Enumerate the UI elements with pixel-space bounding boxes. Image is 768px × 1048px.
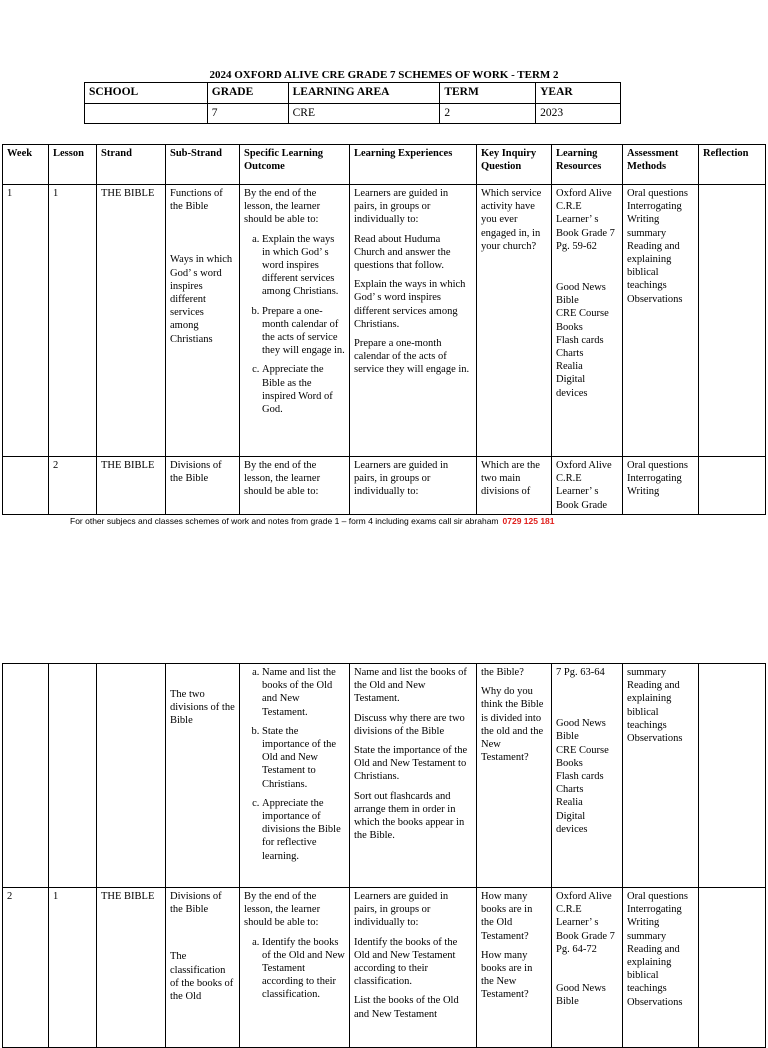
lesson-cell: 1 <box>49 888 97 1048</box>
lesson-cell <box>49 664 97 888</box>
outcome-cell: By the end of the lesson, the learner should be able to: <box>240 457 350 515</box>
col-lesson: Lesson <box>49 145 97 185</box>
sub-strand-cell <box>166 185 240 457</box>
resource-item: Digital devices <box>556 374 588 399</box>
experience-item: Learners are guided in pairs, in groups or individually to: <box>354 188 449 226</box>
resource-item: Good News Bible <box>556 282 606 307</box>
assessment-cell: Oral questions Interrogating Writing summary Reading and explaining biblical teachings Observations <box>623 888 699 1048</box>
sub-strand-topic: The classification of the books of the Old <box>170 951 234 1003</box>
inquiry-cell: Which are the two main divisions of <box>477 457 552 515</box>
info-table <box>84 82 621 124</box>
outcome-intro: By the end of the lesson, the learner should be able to: <box>244 188 321 226</box>
col-strand: Strand <box>97 145 166 185</box>
sub-strand-topic: Ways in which God’ s word inspires different services among Christians <box>170 254 233 345</box>
resource-item: Charts <box>556 784 584 796</box>
footer-phone: 0729 125 181 <box>502 516 555 526</box>
sub-strand-title: Functions of the Bible <box>170 188 223 213</box>
strand-cell: THE BIBLE <box>97 888 166 1048</box>
assessment-cell: summary Reading and explaining biblical teachings Observations <box>623 664 699 888</box>
resource-item: CRE Course Books <box>556 308 609 333</box>
info-learning-area-value: CRE <box>288 104 440 124</box>
outcome-cell <box>240 664 350 888</box>
inquiry-item: Why do you think the Bible is divided into the old and the New Testament? <box>481 686 544 764</box>
col-key-inquiry-question: Key Inquiry Question <box>477 145 552 185</box>
info-year-value: 2023 <box>536 104 621 124</box>
resources-cell: Oxford Alive C.R.E Learner’ s Book Grade <box>552 457 623 515</box>
resource-item: Oxford Alive C.R.E Learner’ s Book Grade 7 Pg. 59-62 <box>556 188 615 252</box>
info-school-value <box>85 104 208 124</box>
info-term-value: 2 <box>440 104 536 124</box>
col-reflection: Reflection <box>699 145 766 185</box>
strand-cell: THE BIBLE <box>97 457 166 515</box>
assessment-cell: Oral questions Interrogating Writing summary Reading and explaining biblical teachings Observations <box>623 185 699 457</box>
experience-item: Sort out flashcards and arrange them in order in which the books appear in the Bible. <box>354 790 465 842</box>
experience-item: Discuss why there are two divisions of the Bible <box>354 712 465 737</box>
scheme-table-page1 <box>2 144 766 515</box>
resources-cell <box>552 664 623 888</box>
info-grade-value: 7 <box>207 104 288 124</box>
col-learning-resources: Learning Resources <box>552 145 623 185</box>
resource-item: Good News Bible <box>556 983 606 1008</box>
resource-item: Digital devices <box>556 810 588 835</box>
experience-item: State the importance of the Old and New Testament to Christians. <box>354 745 468 783</box>
lesson-cell: 2 <box>49 457 97 515</box>
outcome-item: c. Appreciate the importance of divisions the Bible for reflective learning. <box>262 797 345 863</box>
week-cell <box>3 664 49 888</box>
resource-item: Realia <box>556 797 583 809</box>
inquiry-cell: Which service activity have you ever engaged in, in your church? <box>477 185 552 457</box>
info-header-year: YEAR <box>536 83 621 104</box>
inquiry-item: the Bible? <box>481 667 524 678</box>
scheme-table-page2 <box>2 663 766 1048</box>
lesson-cell: 1 <box>49 185 97 457</box>
sub-strand-cell <box>166 664 240 888</box>
info-header-term: TERM <box>440 83 536 104</box>
info-header-school: SCHOOL <box>85 83 208 104</box>
info-header-learning-area: LEARNING AREA <box>288 83 440 104</box>
assessment-cell: Oral questions Interrogating Writing <box>623 457 699 515</box>
week-cell: 2 <box>3 888 49 1048</box>
col-sub-strand: Sub-Strand <box>166 145 240 185</box>
table-row <box>3 457 766 515</box>
info-header-grade: GRADE <box>207 83 288 104</box>
outcome-item: c. Appreciate the Bible as the inspired Word of God. <box>262 363 345 416</box>
reflection-cell <box>699 664 766 888</box>
strand-cell: THE BIBLE <box>97 185 166 457</box>
inquiry-item: How many books are in the Old Testament? <box>481 891 533 942</box>
sub-strand-topic: The two divisions of the Bible <box>170 689 235 727</box>
experience-item: Identify the books of the Old and New Testament according to their classification. <box>354 936 458 988</box>
strand-cell <box>97 664 166 888</box>
experience-item: Prepare a one-month calendar of the acts of service they will engage in. <box>354 338 470 376</box>
week-cell <box>3 457 49 515</box>
outcome-item: a. Identify the books of the Old and New Testament according to their classification. <box>262 936 345 1002</box>
col-week: Week <box>3 145 49 185</box>
table-row <box>3 664 766 888</box>
col-learning-experiences: Learning Experiences <box>350 145 477 185</box>
document-title: 2024 OXFORD ALIVE CRE GRADE 7 SCHEMES OF WORK - TERM 2 <box>209 69 559 81</box>
outcome-cell <box>240 185 350 457</box>
col-specific-learning-outcome: Specific Learning Outcome <box>240 145 350 185</box>
reflection-cell <box>699 457 766 515</box>
resource-item: Good News Bible <box>556 718 606 743</box>
outcome-item: b. State the importance of the Old and New Testament to Christians. <box>262 725 345 791</box>
col-assessment-methods: Assessment Methods <box>623 145 699 185</box>
week-cell: 1 <box>3 185 49 457</box>
sub-strand-title: Divisions of the Bible <box>170 891 222 916</box>
reflection-cell <box>699 185 766 457</box>
experiences-cell <box>350 664 477 888</box>
outcome-item: a. Explain the ways in which God’ s word inspires different services among Christians. <box>262 233 345 299</box>
resource-item: Oxford Alive C.R.E Learner’ s Book Grade 7 Pg. 64-72 <box>556 891 615 955</box>
inquiry-cell <box>477 664 552 888</box>
resource-item: Flash cards <box>556 334 604 346</box>
experiences-cell: Learners are guided in pairs, in groups or individually to: <box>350 457 477 515</box>
experience-item: List the books of the Old and New Testament <box>354 995 459 1020</box>
inquiry-item: How many books are in the New Testament? <box>481 949 533 1001</box>
experience-item: Name and list the books of the Old and New Testament. <box>354 667 467 705</box>
experience-item: Learners are guided in pairs, in groups or individually to: <box>354 891 449 929</box>
outcome-intro: By the end of the lesson, the learner should be able to: <box>244 891 321 929</box>
outcome-item: b. Prepare a one-month calendar of the acts of service they will engage in. <box>262 305 345 358</box>
resources-cell <box>552 185 623 457</box>
sub-strand-cell: Divisions of the Bible <box>166 457 240 515</box>
experiences-cell <box>350 185 477 457</box>
resource-item: Flash cards <box>556 771 604 783</box>
resource-item: Charts <box>556 348 584 360</box>
experience-item: Explain the ways in which God’ s word inspires different services among Christians. <box>354 279 466 330</box>
resource-item: CRE Course Books <box>556 744 609 769</box>
table-row <box>3 185 766 457</box>
experience-item: Read about Huduma Church and answer the questions that follow. <box>354 233 451 272</box>
resource-item: Realia <box>556 361 583 373</box>
resource-item: 7 Pg. 63-64 <box>556 667 605 678</box>
page-footer <box>70 516 555 526</box>
outcome-item: a. Name and list the books of the Old and New Testament. <box>262 666 345 719</box>
footer-text: For other subjecs and classes schemes of work and notes from grade 1 – form 4 including exams call sir abraham <box>70 516 499 526</box>
